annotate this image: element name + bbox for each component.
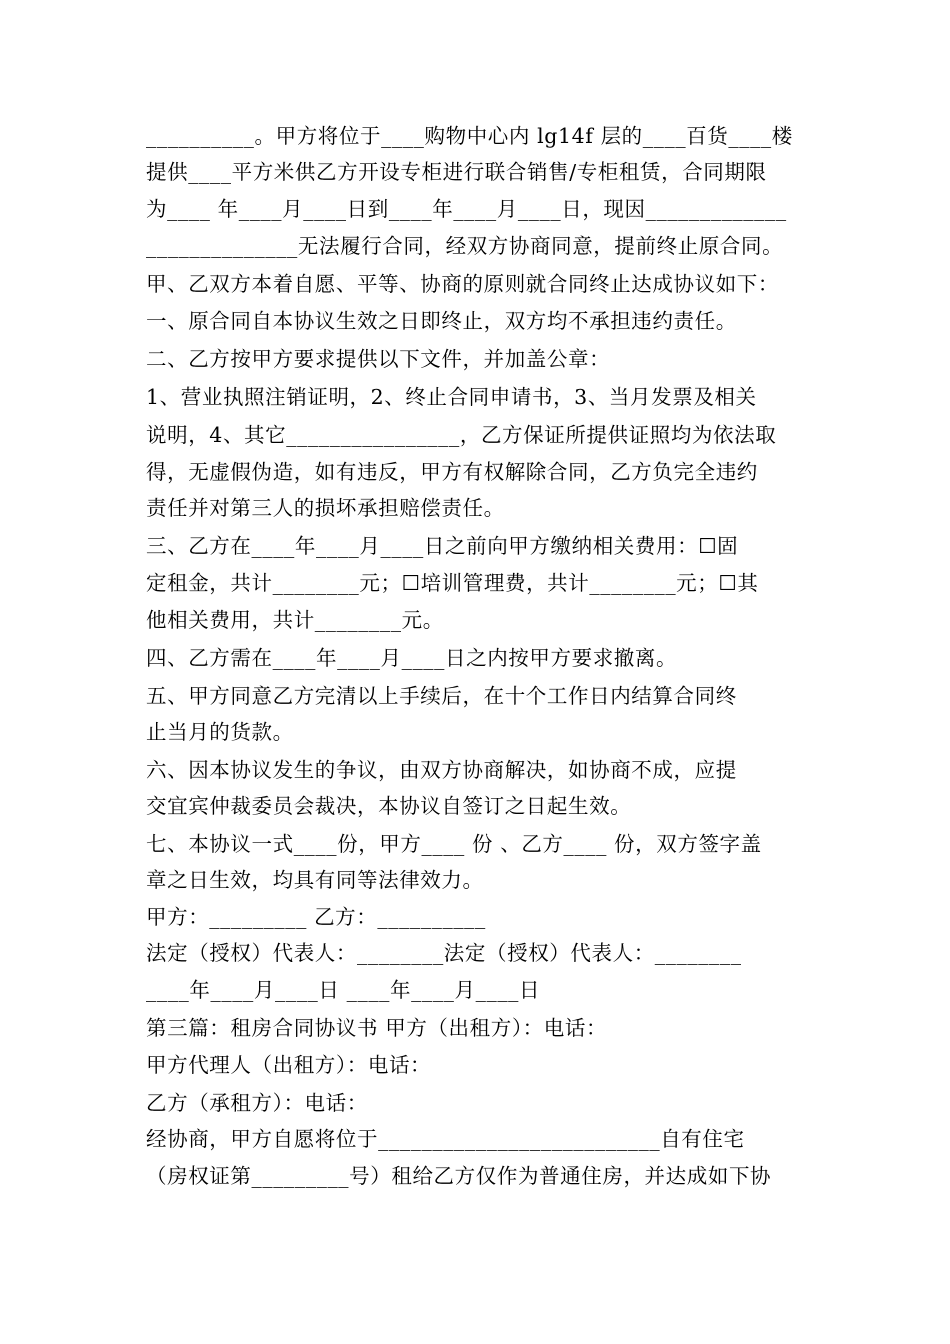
text-line: 责任并对第三人的损坏承担赔偿责任。: [146, 496, 505, 520]
text-line: 乙方（承租方）：电话：: [146, 1091, 368, 1115]
text-line: 提供____平方米供乙方开设专柜进行联合销售/专柜租赁，合同期限: [146, 160, 767, 184]
text-line: 甲方：_________ 乙方：__________: [146, 905, 486, 929]
text-line: 甲方代理人（出租方）：电话：: [146, 1053, 432, 1077]
text-line: 二、乙方按甲方要求提供以下文件，并加盖公章：: [146, 347, 611, 371]
text-line: 止当月的货款。: [146, 720, 294, 744]
text-line: 为____ 年____月____日到____年____月____日，现因_____________: [146, 197, 787, 221]
text-line: 七、本协议一式____份，甲方____ 份 、乙方____ 份，双方签字盖: [146, 832, 762, 856]
text-line: 交宜宾仲裁委员会裁决，本协议自签订之日起生效。: [146, 794, 632, 818]
text-line: ______________无法履行合同，经双方协商同意，提前终止原合同。: [146, 234, 784, 258]
text-line: 说明，4、其它________________，乙方保证所提供证照均为依法取: [146, 423, 777, 447]
text-line: 甲、乙双方本着自愿、平等、协商的原则就合同终止达成协议如下：: [146, 272, 779, 296]
text-line: 定租金，共计________元；☐培训管理费，共计________元；☐其: [146, 571, 759, 595]
text-line: 章之日生效，均具有同等法律效力。: [146, 868, 484, 892]
text-line: 他相关费用，共计________元。: [146, 608, 444, 632]
text-line: 法定（授权）代表人：________法定（授权）代表人：________: [146, 941, 742, 965]
text-line: __________。甲方将位于____购物中心内 lg14f 层的____百货____楼: [146, 124, 793, 148]
text-line: 四、乙方需在____年____月____日之内按甲方要求撤离。: [146, 646, 678, 670]
text-line: ____年____月____日 ____年____月____日: [146, 978, 541, 1002]
text-line: 第三篇：租房合同协议书 甲方（出租方）：电话：: [146, 1016, 608, 1040]
text-line: 得，无虚假伪造，如有违反，甲方有权解除合同，乙方负完全违约: [146, 460, 758, 484]
text-line: （房权证第_________号）租给乙方仅作为普通住房，并达成如下协: [146, 1164, 772, 1188]
text-line: 六、因本协议发生的争议，由双方协商解决，如协商不成，应提: [146, 758, 737, 782]
text-line: 一、原合同自本协议生效之日即终止，双方均不承担违约责任。: [146, 309, 737, 333]
text-line: 三、乙方在____年____月____日之前向甲方缴纳相关费用：☐固: [146, 534, 739, 558]
text-line: 1、营业执照注销证明，2、终止合同申请书，3、当月发票及相关: [146, 385, 757, 409]
text-line: 经协商，甲方自愿将位于__________________________自有住宅: [146, 1127, 745, 1151]
text-line: 五、甲方同意乙方完清以上手续后，在十个工作日内结算合同终: [146, 684, 737, 708]
